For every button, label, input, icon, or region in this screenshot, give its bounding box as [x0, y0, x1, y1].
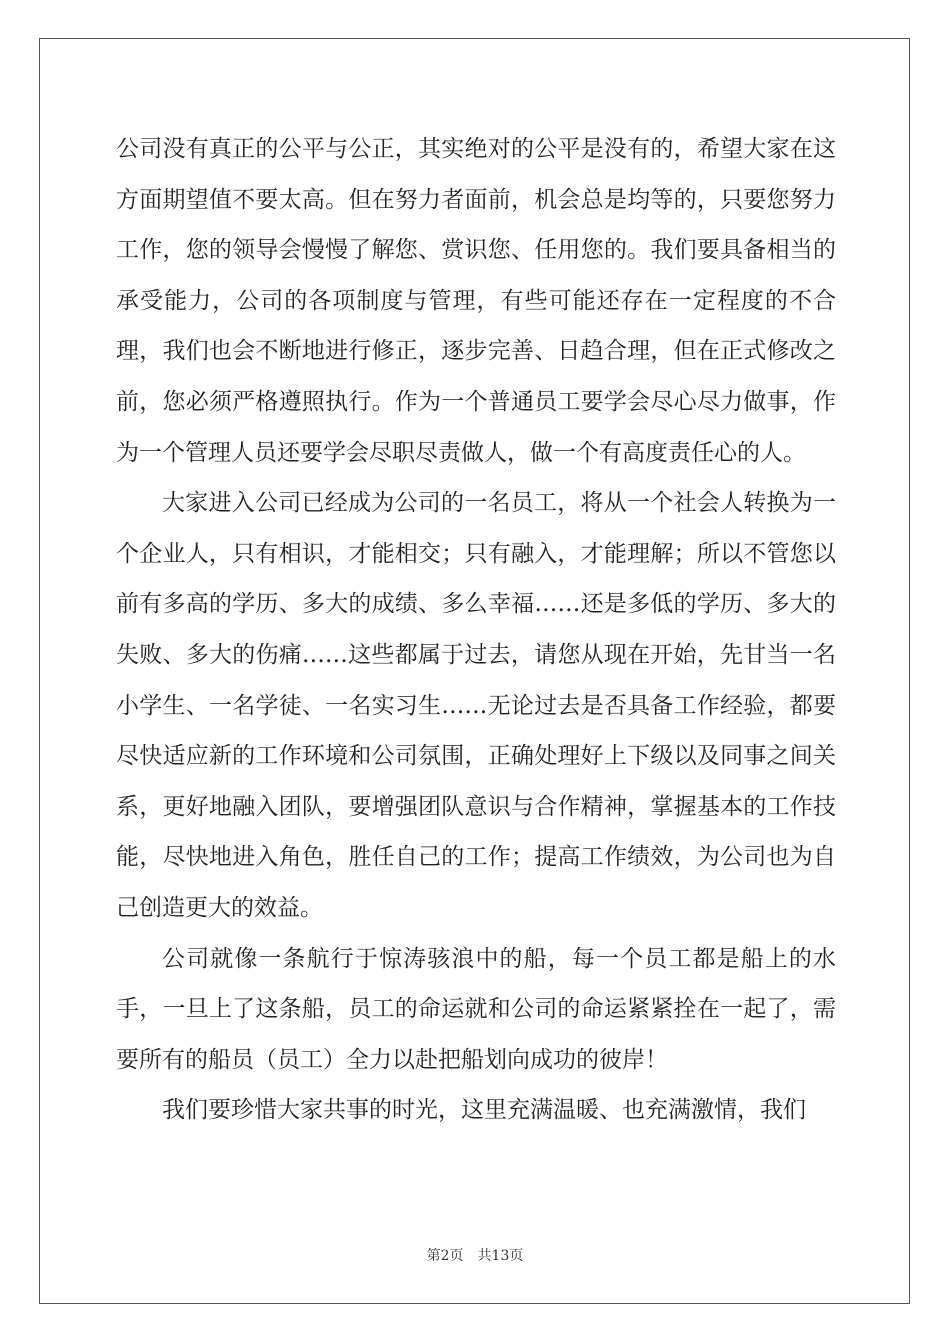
page-footer [0, 1246, 950, 1266]
paragraph-1: 公司没有真正的公平与公正，其实绝对的公平是没有的，希望大家在这方面期望值不要太高。但在努力者面前，机会总是均等的，只要您努力工作，您的领导会慢慢了解您、赏识您、任用您的。我们要具备相当的承受能力，公司的各项制度与管理，有些可能还存在一定程度的不合理，我们也会不断地进行修正，逐步完善、日趋合理，但在正式修改之前，您必须严格遵照执行。作为一个普通员工要学会尽心尽力做事，作为一个管理人员还要学会尽职尽责做人，做一个有高度责任心的人。 [116, 136, 836, 466]
page-total: 共13页 [477, 1248, 524, 1264]
paragraph-2: 大家进入公司已经成为公司的一名员工，将从一个社会人转换为一个企业人，只有相识，才能相交；只有融入，才能理解；所以不管您以前有多高的学历、多大的成绩、多么幸福……还是多低的学历、多大的失败、多大的伤痛……这些都属于过去，请您从现在开始，先甘当一名小学生、一名学徒、一名实习生……无论过去是否具备工作经验，都要尽快适应新的工作环境和公司氛围，正确处理好上下级以及同事之间关系，更好地融入团队，要增强团队意识与合作精神，掌握基本的工作技能，尽快地进入角色，胜任自己的工作；提高工作绩效，为公司也为自己创造更大的效益。 [116, 490, 836, 921]
page-number: 第2页 [426, 1248, 464, 1264]
paragraph-4: 我们要珍惜大家共事的时光，这里充满温暖、也充满激情，我们 [162, 1097, 806, 1124]
document-body [116, 124, 836, 1136]
paragraph-3: 公司就像一条航行于惊涛骇浪中的船，每一个员工都是船上的水手，一旦上了这条船，员工的命运就和公司的命运紧紧拴在一起了，需要所有的船员（员工）全力以赴把船划向成功的彼岸！ [116, 945, 836, 1073]
